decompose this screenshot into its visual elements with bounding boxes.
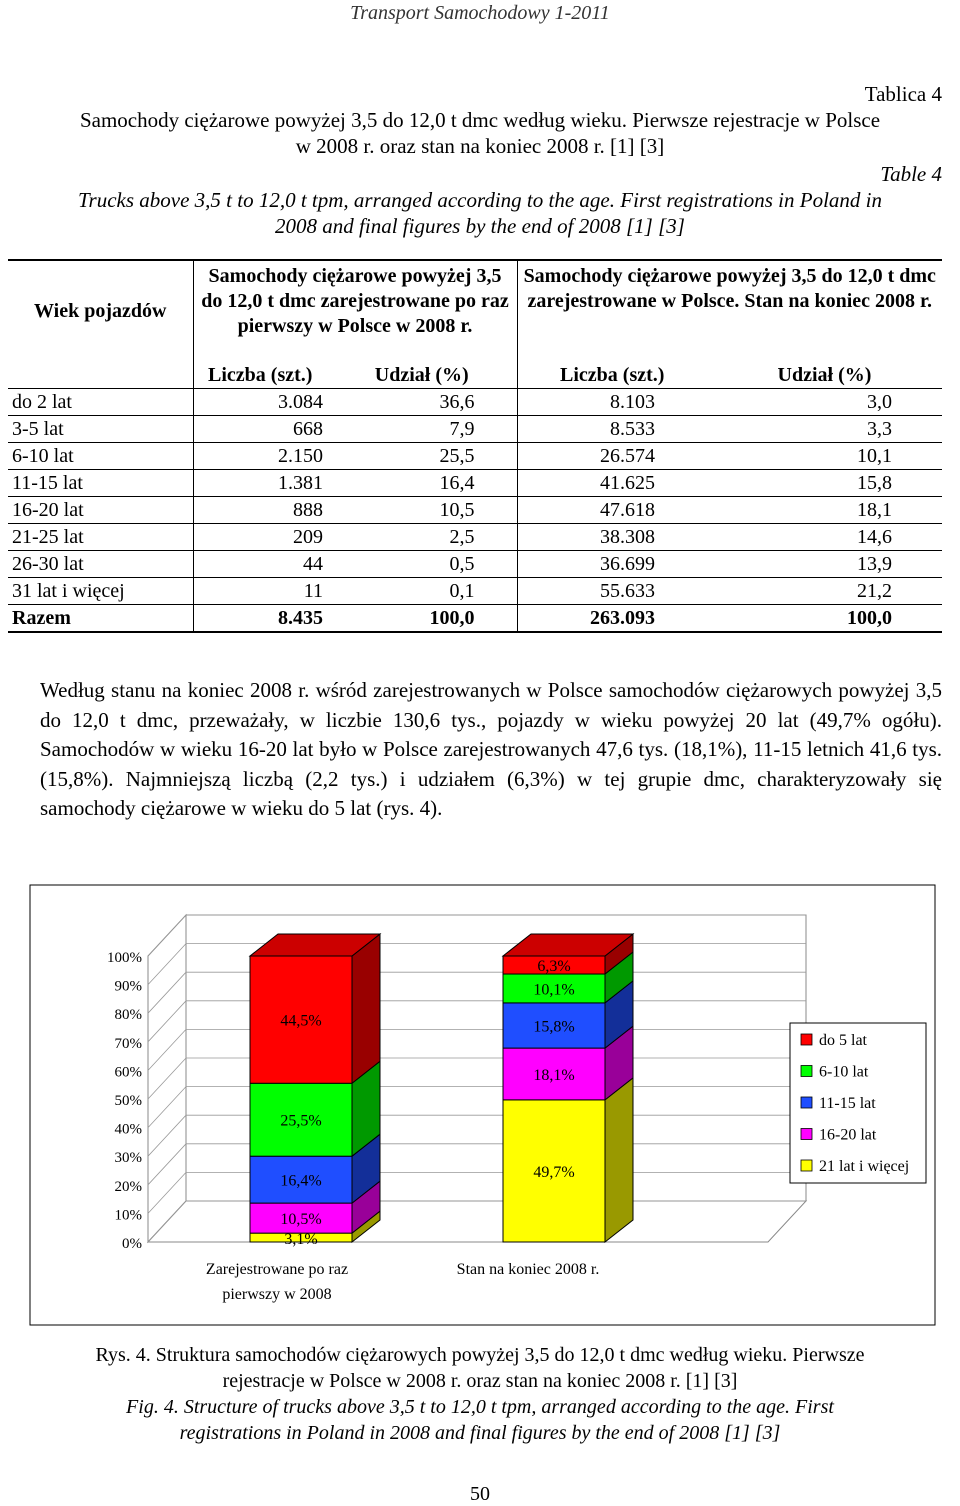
y-tick-label: 0% [122,1236,142,1252]
count2-cell: 38.308 [517,524,707,551]
count1-cell: 11 [193,578,327,605]
table-row [8,551,942,578]
share1-cell: 25,5 [327,443,517,470]
total-share1: 100,0 [327,605,517,633]
table-title-pl-2: w 2008 r. oraz stan na koniec 2008 r. [1] [3] [295,134,665,158]
table-row [8,578,942,605]
table-title-en-2: 2008 and final figures by the end of 2008 [1] [3] [275,214,685,238]
count2-cell: 8.533 [517,416,707,443]
table-label-pl: Tablica 4 [864,82,942,106]
count1-cell: 2.150 [193,443,327,470]
running-header: Transport Samochodowy 1-2011 [350,2,610,24]
count1-cell: 668 [193,416,327,443]
group2-header: Samochody ciężarowe powyżej 3,5 do 12,0 t dmc zarejestrowane w Polsce. Stan na koniec 2008 r. [517,260,942,362]
caption-pl-1: Rys. 4. Struktura samochodów ciężarowych powyżej 3,5 do 12,0 t dmc według wieku. Pierwsze [95,1344,865,1366]
age-column-header: Wiek pojazdów [8,260,193,362]
y-tick-label: 20% [114,1178,142,1195]
count2-cell: 41.625 [517,470,707,497]
legend-swatch [801,1160,812,1171]
share2-cell: 18,1 [707,497,942,524]
age-cell: 16-20 lat [8,497,193,524]
bar-side [352,934,380,1083]
y-tick-label: 50% [114,1093,142,1109]
data-label: 10,1% [533,981,575,999]
age-cell: 6-10 lat [8,443,193,470]
figure-caption [30,1342,930,1446]
table-title-pl-1: Samochody ciężarowe powyżej 3,5 do 12,0 t dmc według wieku. Pierwsze rejestracje w Polsce [79,108,881,132]
table-title-en-1: Trucks above 3,5 t to 12,0 t tpm, arranged according to the age. First registrations in Poland in [78,188,882,212]
legend-swatch [801,1129,812,1140]
age-cell: 3-5 lat [8,416,193,443]
total-share2: 100,0 [707,605,942,633]
table-row [8,470,942,497]
count1-cell: 209 [193,524,327,551]
share2-cell: 3,0 [707,389,942,416]
share1-cell: 0,5 [327,551,517,578]
caption-en-2: registrations in Poland in 2008 and final figures by the end of 2008 [1] [3] [179,1422,781,1444]
legend-label: 6-10 lat [819,1063,869,1081]
group1-header: Samochody ciężarowe powyżej 3,5 do 12,0 t dmc zarejestrowane po raz pierwszy w Polsce w 2008 r. [193,260,517,362]
share1-cell: 10,5 [327,497,517,524]
total-row [8,605,942,633]
legend-label: 16-20 lat [819,1126,877,1144]
bar-side [605,1078,633,1242]
count2-cell: 55.633 [517,578,707,605]
legend-label: 11-15 lat [819,1095,876,1112]
legend-swatch [801,1097,812,1108]
count1-cell: 1.381 [193,470,327,497]
share1-cell: 0,1 [327,578,517,605]
age-table [8,259,942,633]
age-cell: 21-25 lat [8,524,193,551]
share2-cell: 15,8 [707,470,942,497]
share-header-1: Udział (%) [327,362,517,389]
x-category-label: Zarejestrowane po raz [205,1261,349,1278]
table-row [8,497,942,524]
x-category-label: Stan na koniec 2008 r. [456,1261,600,1278]
data-label: 25,5% [280,1112,322,1130]
page-number: 50 [470,1483,490,1505]
share2-cell: 21,2 [707,578,942,605]
legend-swatch [801,1066,812,1077]
share1-cell: 2,5 [327,524,517,551]
age-cell: do 2 lat [8,389,193,416]
table-row [8,416,942,443]
table-row [8,524,942,551]
table-row [8,443,942,470]
count1-cell: 888 [193,497,327,524]
age-cell: 31 lat i więcej [8,578,193,605]
data-label: 3,1% [284,1231,318,1249]
share2-cell: 10,1 [707,443,942,470]
x-category-label: pierwszy w 2008 [222,1286,332,1303]
y-tick-label: 70% [114,1035,142,1052]
data-label: 6,3% [537,958,571,976]
legend-label: 21 lat i więcej [819,1158,910,1175]
share2-cell: 3,3 [707,416,942,443]
data-label: 44,5% [280,1012,322,1030]
share2-cell: 13,9 [707,551,942,578]
count-header-2: Liczba (szt.) [517,362,707,389]
share-header-2: Udział (%) [707,362,942,389]
count2-cell: 47.618 [517,497,707,524]
count2-cell: 36.699 [517,551,707,578]
count1-cell: 44 [193,551,327,578]
total-count2: 263.093 [517,605,707,633]
table-row [8,389,942,416]
table-label-en: Table 4 [880,162,942,186]
y-tick-label: 10% [114,1207,142,1224]
y-tick-label: 30% [114,1150,142,1167]
age-structure-chart [0,880,960,1330]
data-label: 49,7% [533,1163,575,1181]
count1-cell: 3.084 [193,389,327,416]
body-paragraph: Według stanu na koniec 2008 r. wśród zarejestrowanych w Polsce samochodów ciężarowych powyżej 3,5 do 12,0 t dmc, przeważały, w liczbie 130,6 tys., pojazdy w wieku powyżej 20 lat (49,7% ogółu). Samochodów w wieku 16-20 lat było w Polsce zarejestrowanych 47,6 tys. (18,1%), 11-15 letnich 41,6 tys. (15,8%). Najmniejszą liczbą (2,2 tys.) i udziałem (6,3%) w tej grupie dmc, charakteryzowały się samochody ciężarowe w wieku do 5 lat (rys. 4). [40,678,942,820]
caption-pl-2: rejestracje w Polsce w 2008 r. oraz stan na koniec 2008 r. [1] [3] [222,1370,738,1392]
data-label: 18,1% [533,1066,575,1084]
data-label: 16,4% [280,1172,322,1190]
share2-cell: 14,6 [707,524,942,551]
legend-swatch [801,1034,812,1045]
data-label: 15,8% [533,1018,575,1036]
total-count1: 8.435 [193,605,327,633]
count2-cell: 26.574 [517,443,707,470]
legend-label: do 5 lat [819,1032,867,1049]
y-tick-label: 100% [107,950,142,966]
y-tick-label: 60% [114,1064,142,1081]
count-header-1: Liczba (szt.) [193,362,327,389]
total-label: Razem [8,605,193,633]
share1-cell: 16,4 [327,470,517,497]
caption-en-1: Fig. 4. Structure of trucks above 3,5 t to 12,0 t tpm, arranged according to the age. First [126,1396,834,1418]
y-tick-label: 90% [114,978,142,995]
chart-floor [148,1201,806,1242]
share1-cell: 7,9 [327,416,517,443]
age-cell: 26-30 lat [8,551,193,578]
age-cell: 11-15 lat [8,470,193,497]
share1-cell: 36,6 [327,389,517,416]
y-tick-label: 80% [114,1007,142,1024]
count2-cell: 8.103 [517,389,707,416]
data-label: 10,5% [280,1211,322,1229]
y-tick-label: 40% [114,1121,142,1138]
